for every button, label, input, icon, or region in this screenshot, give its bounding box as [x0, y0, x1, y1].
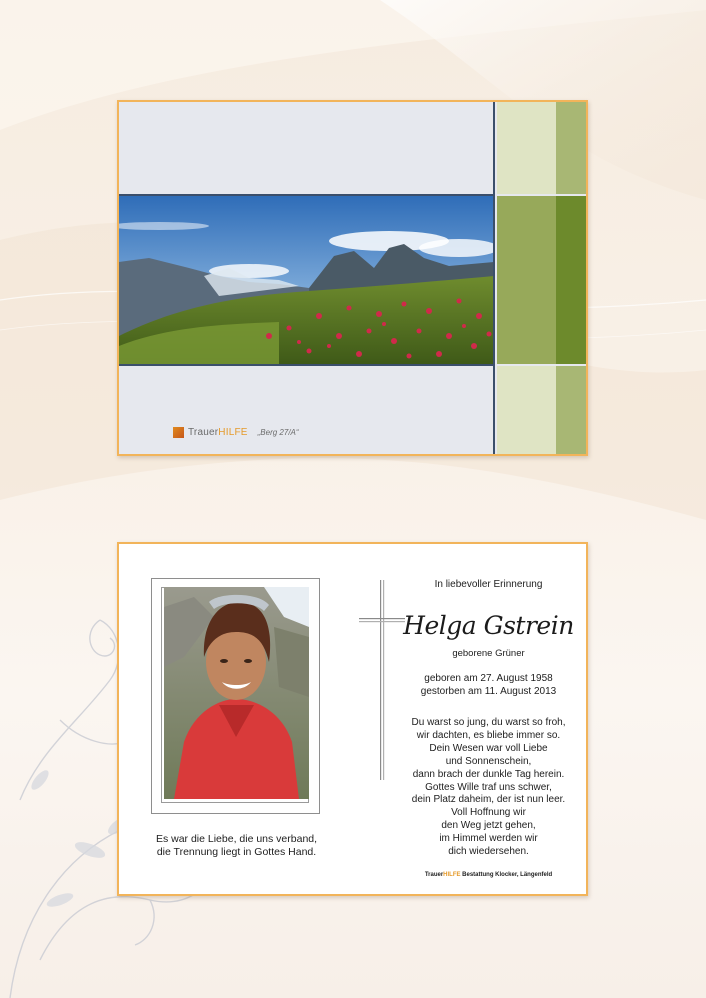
quote-line: die Trennung liegt in Gottes Hand. [156, 846, 317, 858]
poem-line: wir dachten, es bliebe immer so. [416, 729, 561, 741]
poem-line: dein Platz daheim, der ist nun leer. [411, 794, 566, 806]
poem-line: Du warst so jung, du warst so froh, [411, 717, 566, 728]
divider-line-top [119, 194, 495, 196]
poem [387, 717, 588, 859]
divider-line-bottom [119, 364, 495, 366]
poem-line: Dein Wesen war voll Liebe [429, 742, 548, 754]
front-top-panel [119, 102, 495, 194]
brand-mark [173, 427, 299, 438]
front-card [117, 100, 588, 456]
brand-name [188, 427, 248, 438]
mountain-landscape-photo [119, 196, 494, 364]
left-quote [139, 833, 334, 859]
footer-brand-rest: Bestattung Klocker, Längenfeld [460, 872, 553, 878]
poem-line: im Himmel werden wir [439, 833, 538, 845]
birth-date: geboren am 27. August 1958 [424, 673, 553, 684]
poem-line: Gottes Wille traf uns schwer, [425, 781, 552, 793]
green-block [556, 102, 588, 194]
death-date: gestorben am 11. August 2013 [420, 685, 557, 697]
deceased-name: Helga Gstrein [403, 611, 574, 640]
back-card [117, 542, 588, 896]
green-block [497, 366, 556, 456]
design-code: „Berg 27/A“ [257, 428, 299, 437]
divider-line-vertical [493, 102, 495, 456]
brand-prefix: Trauer [188, 427, 219, 438]
green-block [497, 196, 556, 364]
birth-name: geborene Grüner [452, 648, 525, 659]
poem-line: dann brach der dunkle Tag herein. [412, 768, 565, 780]
green-block [556, 366, 588, 456]
poem-line: dich wiedersehen. [448, 846, 529, 858]
portrait-photo [164, 587, 309, 799]
memory-heading: In liebevoller Erinnerung [434, 579, 543, 590]
brand-highlight: HILFE [218, 427, 248, 438]
green-block [556, 196, 588, 364]
footer-brand-highlight: HILFE [443, 872, 461, 878]
green-block [497, 102, 556, 194]
quote-line: Es war die Liebe, die uns verband, [155, 833, 318, 845]
trauerhilfe-logo-icon [173, 427, 184, 438]
life-dates [387, 673, 588, 698]
poem-line: den Weg jetzt gehen, [441, 820, 536, 832]
poem-line: Voll Hoffnung wir [451, 807, 526, 819]
poem-line: und Sonnenschein, [445, 755, 532, 767]
footer-brand-prefix: Trauer [424, 872, 444, 878]
footer-brand [387, 872, 588, 878]
